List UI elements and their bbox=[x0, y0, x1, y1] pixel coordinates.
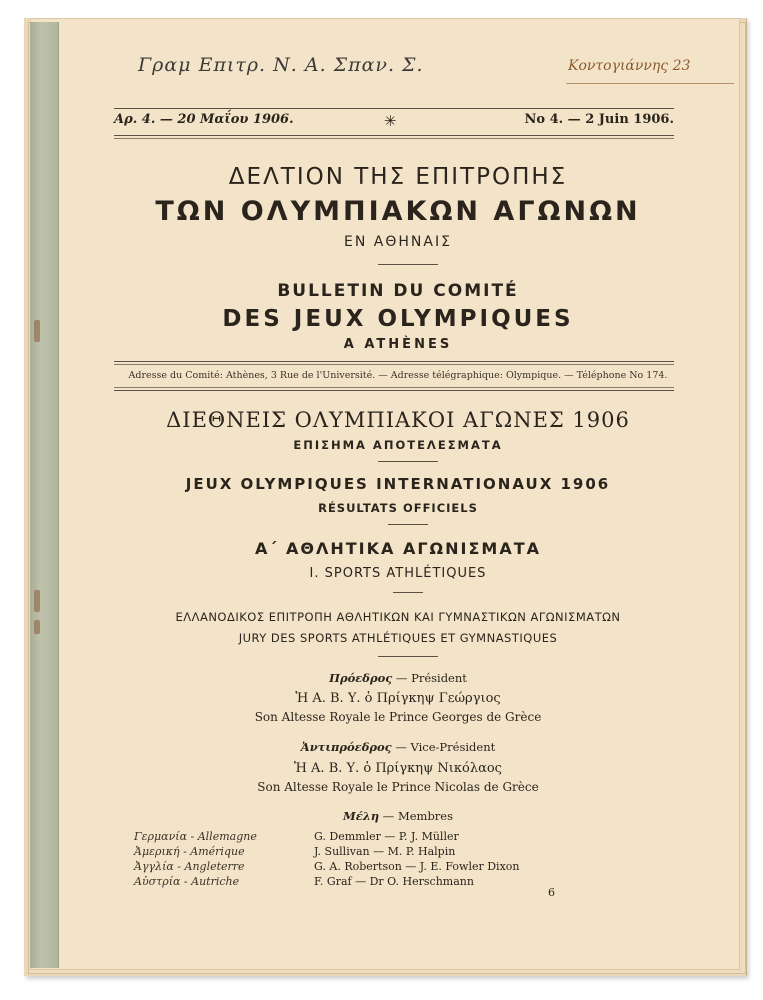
handwritten-underline bbox=[566, 83, 734, 84]
member-row bbox=[134, 860, 614, 875]
binding-spine bbox=[30, 22, 59, 968]
member-country: Ἀμερική - Amérique bbox=[134, 845, 245, 858]
members-label-greek: Μέλη bbox=[342, 809, 380, 823]
handwritten-note: Γραμ Επιτρ. Ν. Α. Σπαν. Σ. bbox=[138, 54, 424, 76]
ornament-divider bbox=[378, 264, 438, 265]
divider bbox=[378, 656, 438, 657]
heading-french: JEUX OLYMPIQUES INTERNATIONAUX 1906 bbox=[185, 475, 611, 493]
president-label-greek: Πρόεδρος bbox=[329, 671, 393, 685]
president-label bbox=[58, 671, 738, 685]
address-rule-bottom bbox=[114, 390, 674, 391]
vice-president-label-french: — Vice-Président bbox=[395, 740, 496, 754]
president-label-french: — Président bbox=[395, 671, 467, 685]
member-names: J. Sullivan — M. P. Halpin bbox=[314, 845, 456, 858]
member-names: G. Demmler — P. J. Müller bbox=[314, 830, 459, 843]
handwritten-note-right: Κοντογιάννης 23 bbox=[568, 58, 691, 74]
divider bbox=[393, 592, 423, 593]
committee-address: Adresse du Comité: Athènes, 3 Rue de l'Université. — Adresse télégraphique: Olympique. — Téléphone No 174. bbox=[128, 370, 668, 381]
jury-french: JURY DES SPORTS ATHLÉTIQUES ET GYMNASTIQUES bbox=[238, 631, 558, 645]
members-label bbox=[58, 809, 738, 823]
masthead-greek-line2: ΤΩΝ ΟΛΥΜΠΙΑΚΩΝ ΑΓΩΝΩΝ bbox=[155, 196, 641, 227]
asterisk-ornament: ✳ bbox=[384, 112, 397, 130]
issue-greek: Αρ. 4. — 20 Μαΐου 1906. bbox=[114, 112, 294, 127]
masthead-greek-line3: ΕΝ ΑΘΗΝΑΙΣ bbox=[344, 234, 452, 250]
heading-greek: ΔΙΕΘΝΕΙΣ ΟΛΥΜΠΙΑΚΟΙ ΑΓΩΝΕΣ 1906 bbox=[166, 408, 630, 432]
member-names: F. Graf — Dr O. Herschmann bbox=[314, 875, 474, 888]
vice-president-name-greek: Ἡ Α. Β. Υ. ὁ Πρίγκηψ Νικόλαος bbox=[294, 761, 502, 776]
section-greek: Α΄ ΑΘΛΗΤΙΚΑ ΑΓΩΝΙΣΜΑΤΑ bbox=[254, 539, 542, 558]
stain-mark bbox=[34, 620, 40, 634]
president-name-french: Son Altesse Royale le Prince Georges de Grèce bbox=[254, 710, 542, 724]
page-number: 6 bbox=[548, 886, 555, 899]
vice-president-label-greek: Ἀντιπρόεδρος bbox=[300, 740, 392, 754]
bulletin-content bbox=[58, 18, 738, 968]
issue-rule-thin bbox=[114, 138, 674, 139]
address-rule-top bbox=[114, 361, 674, 362]
issue-rule bbox=[114, 135, 674, 136]
member-country: Ἀγγλία - Angleterre bbox=[134, 860, 245, 873]
stain-mark bbox=[34, 320, 40, 342]
member-names: G. A. Robertson — J. E. Fowler Dixon bbox=[314, 860, 520, 873]
issue-line bbox=[114, 112, 674, 132]
address-rule-top-thin bbox=[114, 364, 674, 365]
address-rule-bottom-thin bbox=[114, 387, 674, 388]
member-country: Αὐστρία - Autriche bbox=[134, 875, 240, 888]
stain-mark bbox=[34, 590, 40, 612]
section-french: I. SPORTS ATHLÉTIQUES bbox=[309, 566, 487, 581]
member-country: Γερμανία - Allemagne bbox=[134, 830, 257, 843]
divider bbox=[378, 461, 438, 462]
heading-greek-sub: ΕΠΙΣΗΜΑ ΑΠΟΤΕΛΕΣΜΑΤΑ bbox=[293, 438, 503, 452]
vice-president-label bbox=[58, 740, 738, 754]
president-name-greek: Ἡ Α. Β. Υ. ὁ Πρίγκηψ Γεώργιος bbox=[295, 691, 501, 706]
member-row bbox=[134, 830, 614, 845]
masthead-greek-line1: ΔΕΛΤΙΟΝ ΤΗΣ ΕΠΙΤΡΟΠΗΣ bbox=[228, 164, 568, 190]
member-row bbox=[134, 845, 614, 860]
member-row bbox=[134, 875, 614, 890]
masthead-french-line3: A ATHÈNES bbox=[343, 337, 453, 352]
issue-french: No 4. — 2 Juin 1906. bbox=[524, 112, 674, 127]
top-rule bbox=[114, 108, 674, 109]
masthead-french-line2: DES JEUX OLYMPIQUES bbox=[222, 306, 574, 332]
members-list bbox=[134, 830, 614, 890]
jury-greek: ΕΛΛΑΝΟΔΙΚΟΣ ΕΠΙΤΡΟΠΗ ΑΘΛΗΤΙΚΩΝ ΚΑΙ ΓΥΜΝΑΣΤΙΚΩΝ ΑΓΩΝΙΣΜΑΤΩΝ bbox=[175, 610, 621, 624]
vice-president-name-french: Son Altesse Royale le Prince Nicolas de Grèce bbox=[257, 780, 539, 794]
masthead-french-line1: BULLETIN DU COMITÉ bbox=[277, 281, 519, 301]
heading-french-sub: RÉSULTATS OFFICIELS bbox=[318, 501, 478, 515]
divider bbox=[388, 524, 428, 525]
members-label-french: — Membres bbox=[382, 809, 454, 823]
